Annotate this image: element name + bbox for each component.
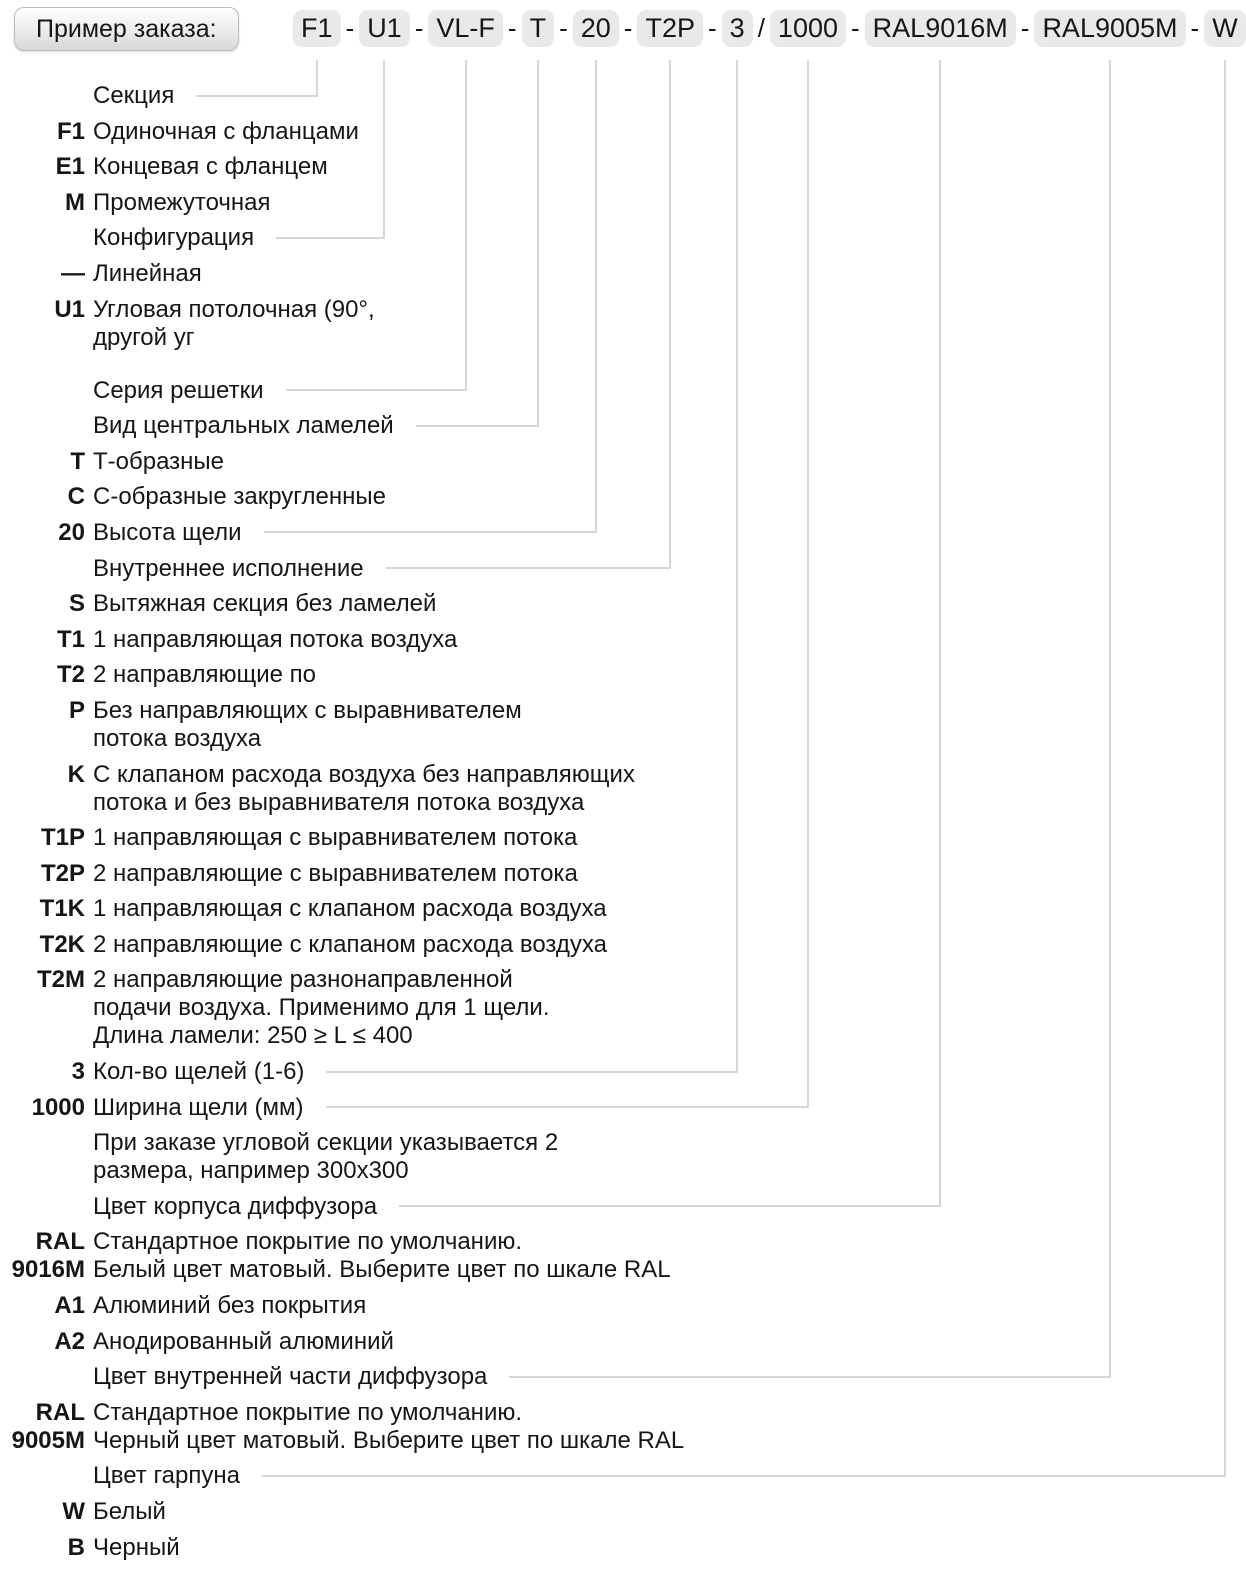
row-text-line: Ширина щели (мм) <box>93 1093 304 1121</box>
row-text <box>93 1534 1200 1562</box>
row-text <box>93 860 1200 888</box>
code-segment-U1: U1 <box>359 10 410 47</box>
row-text-line: При заказе угловой секции указывается 2 <box>93 1129 559 1157</box>
legend-row <box>0 1399 1200 1455</box>
code-segment-F1: F1 <box>293 10 341 47</box>
row-text-line: Стандартное покрытие по умолчанию. <box>93 1398 523 1426</box>
legend-row <box>0 118 1200 146</box>
row-text-line: Промежуточная <box>93 188 271 216</box>
row-text <box>93 1292 1200 1320</box>
row-text-line: Черный <box>93 1533 180 1561</box>
row-code: T1 <box>56 625 85 653</box>
row-text <box>93 895 1200 923</box>
row-text-line: 1 направляющая с выравнивателем потока <box>93 824 578 852</box>
legend-heading-row <box>0 1462 1200 1490</box>
row-text <box>93 590 1200 618</box>
row-code: P <box>68 696 85 724</box>
connector-line-vertical <box>1224 60 1226 1476</box>
legend-row <box>0 1292 1200 1320</box>
legend-row <box>0 697 1200 753</box>
row-code: B <box>67 1533 85 1561</box>
row-code: T2M <box>37 966 85 994</box>
row-text-line: 1 направляющая с клапаном расхода воздуха <box>93 895 607 923</box>
legend-row <box>0 824 1200 852</box>
row-text-line: Белый <box>93 1498 166 1525</box>
legend-rows <box>0 82 1200 1569</box>
row-code: RAL 9005M <box>11 1398 85 1454</box>
row-text-line: Без направляющих с выравнивателем <box>93 696 522 724</box>
legend-row <box>0 626 1200 654</box>
row-text-line: 2 направляющие с выравнивателем потока <box>93 859 578 887</box>
row-text <box>93 1193 1200 1221</box>
row-text <box>93 224 1200 252</box>
row-code: RAL 9016M <box>11 1228 85 1284</box>
order-example-label: Пример заказа: <box>14 7 239 51</box>
row-text-line: Секция <box>93 82 175 109</box>
row-text <box>93 1462 1200 1490</box>
code-segment-RAL9005M: RAL9005M <box>1034 10 1185 47</box>
row-code: M <box>65 188 85 216</box>
legend-row <box>0 761 1200 817</box>
code-segment-VL-F: VL-F <box>428 10 503 47</box>
row-text <box>93 824 1200 852</box>
legend-heading-row <box>0 82 1200 110</box>
row-text-line: 2 направляющие с клапаном расхода воздуха <box>93 930 607 958</box>
legend-heading-row <box>0 377 1200 405</box>
code-segment-RAL9016M: RAL9016M <box>865 10 1016 47</box>
row-text-line: Вид центральных ламелей <box>93 412 394 440</box>
legend-row <box>0 153 1200 181</box>
legend-row <box>0 590 1200 618</box>
row-code: W <box>62 1498 85 1525</box>
row-text <box>93 931 1200 959</box>
row-text <box>93 1094 1200 1122</box>
row-text-line: Внутреннее исполнение <box>93 554 364 582</box>
row-text-line: Цвет гарпуна <box>93 1462 240 1490</box>
row-text-line: другой уг <box>93 323 195 351</box>
code-segment-T: T <box>522 10 555 47</box>
row-code: 1000 <box>31 1093 85 1121</box>
row-text <box>93 519 1200 547</box>
row-code: T2K <box>39 930 85 958</box>
legend-row <box>0 1228 1200 1284</box>
row-code: K <box>67 760 85 788</box>
legend-row <box>0 189 1200 217</box>
row-text-line: Черный цвет матовый. Выберите цвет по шкале RAL <box>93 1426 685 1454</box>
row-text-line: Одиночная с фланцами <box>93 117 359 145</box>
legend-heading-row <box>0 224 1200 252</box>
row-text <box>93 1328 1200 1356</box>
row-text <box>93 761 1200 817</box>
row-text <box>93 153 1200 181</box>
row-text-line: размера, например 300x300 <box>93 1157 409 1185</box>
code-separator: - <box>851 12 860 43</box>
code-separator: - <box>507 12 517 43</box>
row-text <box>93 661 1200 689</box>
row-text <box>93 1363 1200 1391</box>
code-separator: - <box>1190 12 1200 43</box>
legend-row <box>0 1129 1200 1185</box>
row-text-line: Белый цвет матовый. Выберите цвет по шкале RAL <box>93 1256 671 1284</box>
legend-heading-row <box>0 519 1200 547</box>
row-text-line: С клапаном расхода воздуха без направляющих <box>93 760 635 788</box>
code-separator: - <box>707 12 717 43</box>
row-text-line: Стандартное покрытие по умолчанию. <box>93 1228 523 1256</box>
legend-row <box>0 1328 1200 1356</box>
row-code: T1P <box>40 824 85 852</box>
row-code: — <box>61 259 85 287</box>
row-text-line: Угловая потолочная (90°, <box>93 295 375 323</box>
row-text <box>93 1399 1200 1455</box>
row-text <box>93 1228 1200 1284</box>
row-text <box>93 412 1200 440</box>
code-separator: - <box>623 12 633 43</box>
legend-row <box>0 895 1200 923</box>
code-segment-3: 3 <box>722 10 753 47</box>
row-text <box>93 1498 1200 1526</box>
row-text-line: Анодированный алюминий <box>93 1327 394 1355</box>
row-text <box>93 1058 1200 1086</box>
row-text <box>93 626 1200 654</box>
code-segment-1000: 1000 <box>770 10 846 47</box>
row-text <box>93 377 1200 405</box>
legend-row <box>0 1498 1200 1526</box>
row-text-line: потока и без выравнивателя потока воздуха <box>93 788 585 816</box>
row-text-line: потока воздуха <box>93 724 262 752</box>
row-text-line: Серия решетки <box>93 376 264 404</box>
code-separator: - <box>559 12 568 43</box>
code-segment-20: 20 <box>573 10 619 47</box>
row-text <box>93 555 1200 583</box>
code-segment-W: W <box>1204 10 1245 47</box>
row-text <box>93 118 1200 146</box>
legend-heading-row <box>0 1193 1200 1221</box>
row-text <box>93 189 1200 217</box>
row-text-line: Цвет внутренней части диффузора <box>93 1363 488 1391</box>
row-code: T2P <box>40 859 85 887</box>
row-code: 20 <box>58 518 85 546</box>
legend-row <box>0 260 1200 288</box>
row-text-line: Цвет корпуса диффузора <box>93 1192 378 1220</box>
row-code: F1 <box>56 117 85 145</box>
code-separator: - <box>345 12 355 43</box>
row-code: E1 <box>55 153 85 181</box>
row-text-line: подачи воздуха. Применимо для 1 щели. <box>93 994 550 1022</box>
row-text <box>93 1129 1200 1185</box>
row-code: A2 <box>54 1327 85 1355</box>
code-separator: - <box>1020 12 1030 43</box>
row-code: S <box>68 590 85 618</box>
legend-row <box>0 483 1200 511</box>
row-text-line: Концевая с фланцем <box>93 153 328 181</box>
legend-heading-row <box>0 1363 1200 1391</box>
code-segment-T2P: T2P <box>637 10 703 47</box>
order-code-strip <box>293 7 1246 49</box>
legend-row <box>0 448 1200 476</box>
row-text <box>93 448 1200 476</box>
legend-row <box>0 1534 1200 1562</box>
legend-row <box>0 966 1200 1050</box>
row-text <box>93 260 1200 288</box>
row-text-line: 2 направляющие разнонаправленной <box>93 966 513 994</box>
row-text-line: С-образные закругленные <box>93 483 386 511</box>
row-text <box>93 82 1200 110</box>
row-text-line: 1 направляющая потока воздуха <box>93 625 458 653</box>
row-text-line: Т-образные <box>93 447 225 475</box>
row-text <box>93 296 1200 352</box>
row-text <box>93 697 1200 753</box>
code-separator: / <box>757 12 765 43</box>
row-text-line: Вытяжная секция без ламелей <box>93 590 437 618</box>
row-text-line: Длина ламели: 250 ≥ L ≤ 400 <box>93 1022 413 1050</box>
legend-row <box>0 860 1200 888</box>
row-text-line: Линейная <box>93 259 202 287</box>
legend-row <box>0 661 1200 689</box>
row-code: A1 <box>54 1292 85 1320</box>
legend-heading-row <box>0 1094 1200 1122</box>
row-code: T <box>70 447 85 475</box>
row-code: T2 <box>56 661 85 689</box>
row-code: T1K <box>39 895 85 923</box>
legend-heading-row <box>0 412 1200 440</box>
row-text <box>93 966 1200 1050</box>
legend-heading-row <box>0 555 1200 583</box>
legend-row <box>0 931 1200 959</box>
row-text-line: Высота щели <box>93 518 242 546</box>
legend-heading-row <box>0 1058 1200 1086</box>
row-code: 3 <box>71 1058 85 1086</box>
row-text-line: Конфигурация <box>93 224 255 252</box>
row-text-line: 2 направляющие по <box>93 661 317 689</box>
row-text-line: Кол-во щелей (1-6) <box>93 1058 305 1086</box>
row-text <box>93 483 1200 511</box>
code-separator: - <box>414 12 424 43</box>
row-text-line: Алюминий без покрытия <box>93 1292 367 1320</box>
legend-row <box>0 296 1200 352</box>
row-code: U1 <box>54 295 85 323</box>
row-code: C <box>67 483 85 511</box>
